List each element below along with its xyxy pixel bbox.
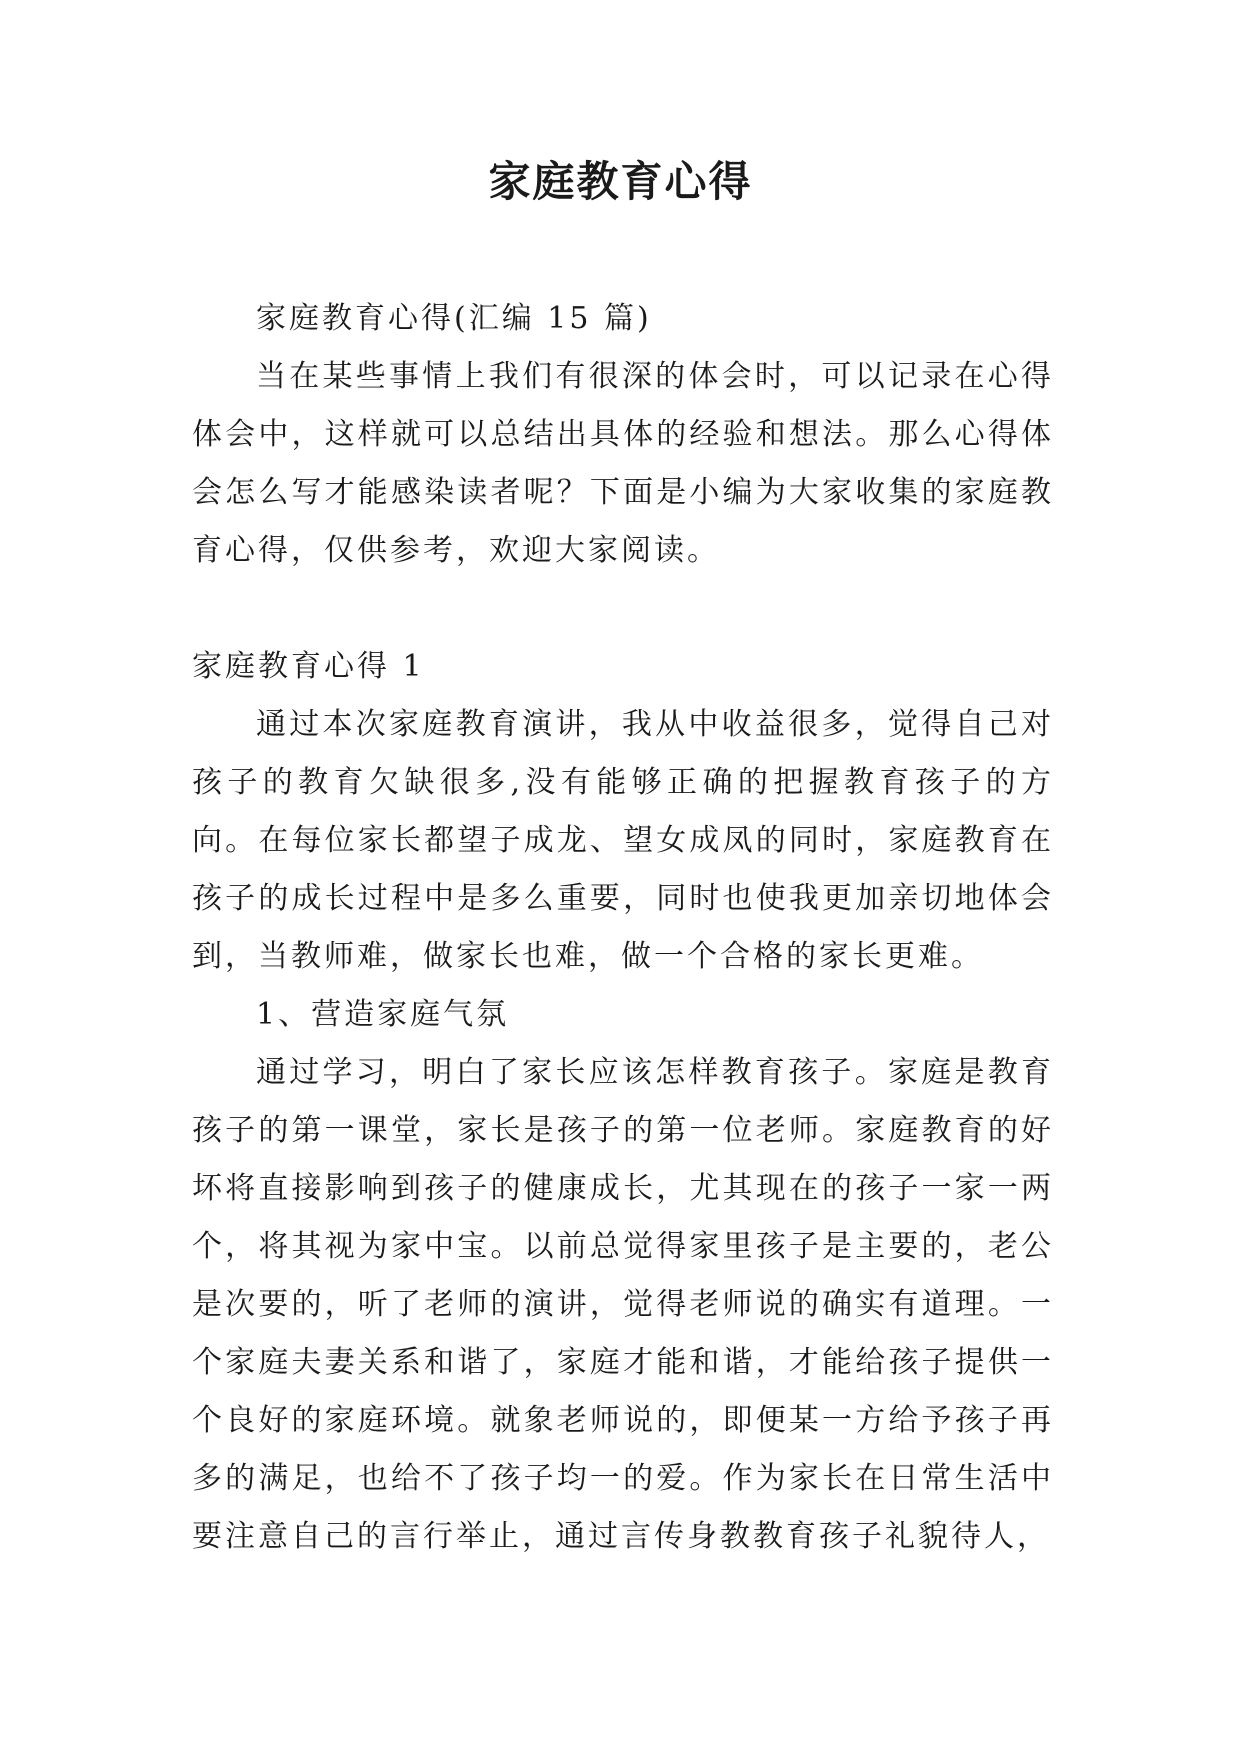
document-subtitle: 家庭教育心得(汇编 15 篇) [256,301,652,336]
section-paragraph: 通过本次家庭教育演讲，我从中收益很多，觉得自己对孩子的教育欠缺很多,没有能够正确的把握教育孩子的方向。在每位家长都望子成龙、望女成凤的同时，家庭教育在孩子的成长过程中是多么重要，同时也使我更加亲切地体会到，当教师难，做家长也难，做一个合格的家长更难。 [192,707,1054,974]
document-body [192,290,1054,1566]
document-title: 家庭教育心得 [488,157,753,206]
point-title: 1、营造家庭气氛 [256,997,510,1032]
section-title: 家庭教育心得 1 [192,649,425,684]
intro-paragraph: 当在某些事情上我们有很深的体会时，可以记录在心得体会中，这样就可以总结出具体的经验和想法。那么心得体会怎么写才能感染读者呢？下面是小编为大家收集的家庭教育心得，仅供参考，欢迎大家阅读。 [192,359,1054,568]
point-paragraph: 通过学习，明白了家长应该怎样教育孩子。家庭是教育孩子的第一课堂，家长是孩子的第一位老师。家庭教育的好坏将直接影响到孩子的健康成长，尤其现在的孩子一家一两个，将其视为家中宝。以前总觉得家里孩子是主要的，老公是次要的，听了老师的演讲，觉得老师说的确实有道理。一个家庭夫妻关系和谐了，家庭才能和谐，才能给孩子提供一个良好的家庭环境。就象老师说的，即便某一方给予孩子再多的满足，也给不了孩子均一的爱。作为家长在日常生活中要注意自己的言行举止，通过言传身教教育孩子礼貌待人， [192,1055,1054,1554]
